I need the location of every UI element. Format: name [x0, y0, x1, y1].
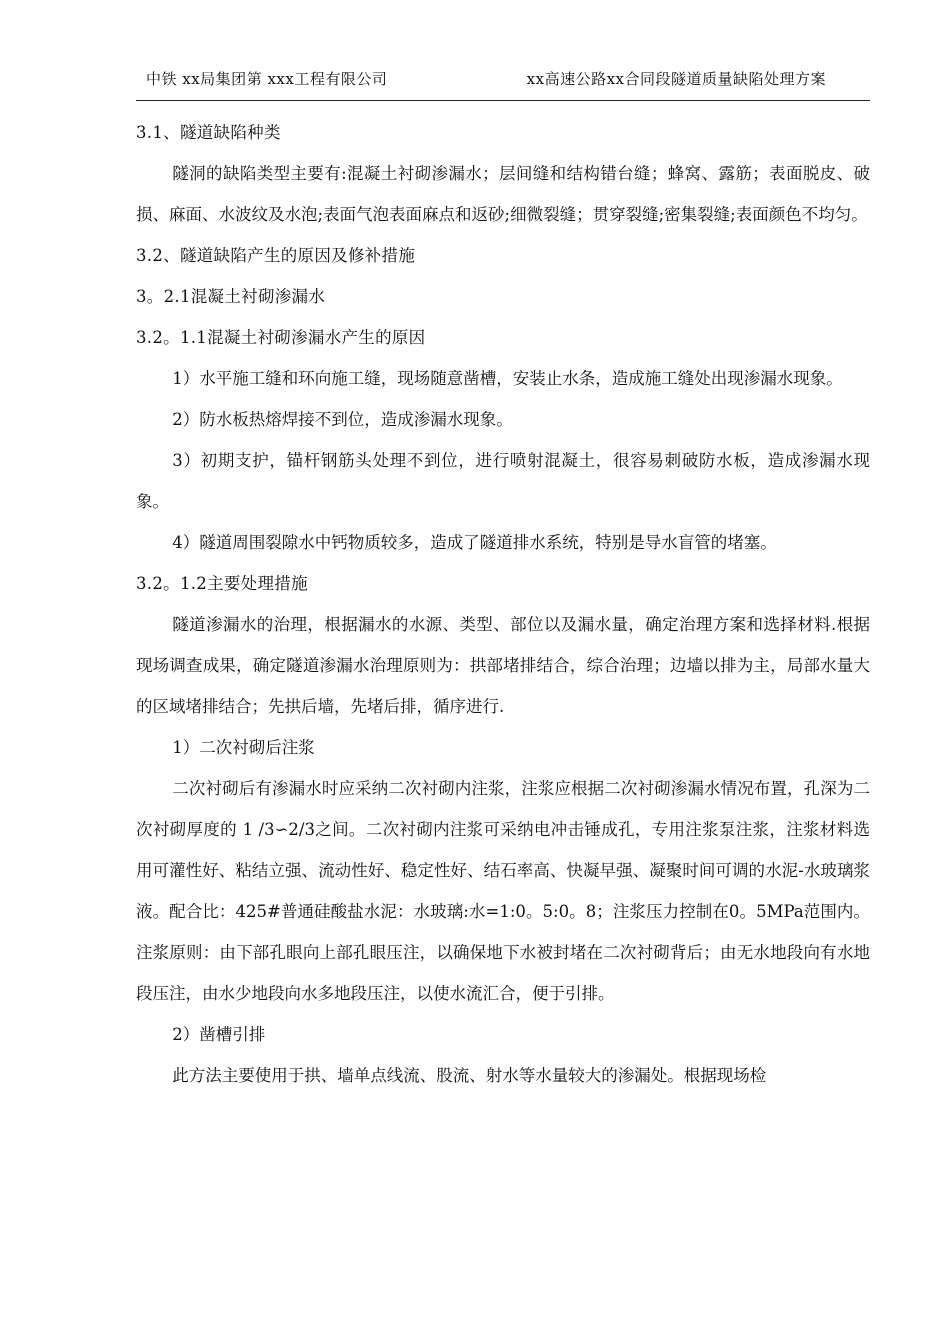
cause-item-3: 3）初期支护，锚杆钢筋头处理不到位，进行喷射混凝土，很容易刺破防水板，造成渗漏水现象。 — [136, 451, 870, 511]
measure-1-text: 二次衬砌后有渗漏水时应采纳二次衬砌内注浆，注浆应根据二次衬砌渗漏水情况布置，孔深为二次衬砌厚度的 1 /3∽2/3之间。二次衬砌内注浆可采纳电冲击锤成孔，专用注浆泵注浆，注浆材料选用可灌性好、粘结立强、流动性好、稳定性好、结石率高、快凝早强、凝聚时间可调的水泥-水玻璃浆液。配合比：425#普通硅酸盐水泥：水玻璃:水=1:0。5:0。8；注浆压力控制在0。5MPa范围内。注浆原则：由下部孔眼向上部孔眼压注，以确保地下水被封堵在二次衬砌背后；由无水地段向有水地段压注，由水少地段向水多地段压注，以使水流汇合，便于引排。 — [136, 779, 870, 1003]
heading-3-2-1-1: 3.2。1.1混凝土衬砌渗漏水产生的原因 — [136, 328, 426, 347]
paragraph-defect-types: 隧洞的缺陷类型主要有:混凝土衬砌渗漏水；层间缝和结构错台缝；蜂窝、露筋；表面脱皮、破损、麻面、水波纹及水泡;表面气泡表面麻点和返砂;细微裂缝；贯穿裂缝;密集裂缝;表面颜色不均匀。 — [136, 164, 870, 224]
page-header — [136, 62, 870, 101]
heading-3-2: 3.2、隧道缺陷产生的原因及修补措施 — [136, 246, 416, 265]
measure-2-title: 2）凿槽引排 — [172, 1025, 266, 1044]
cause-item-4: 4）隧道周围裂隙水中钙物质较多，造成了隧道排水系统，特别是导水盲管的堵塞。 — [172, 533, 777, 552]
heading-3-2-1-2: 3.2。1.2主要处理措施 — [136, 574, 308, 593]
measure-2-text: 此方法主要使用于拱、墙单点线流、股流、射水等水量较大的渗漏处。根据现场检 — [172, 1066, 767, 1085]
heading-3-1: 3.1、隧道缺陷种类 — [136, 123, 281, 142]
measure-1-title: 1）二次衬砌后注浆 — [172, 738, 315, 757]
paragraph-measures: 隧道渗漏水的治理，根据漏水的水源、类型、部位以及漏水量，确定治理方案和选择材料.根据现场调查成果，确定隧道渗漏水治理原则为：拱部堵排结合，综合治理；边墙以排为主，局部水量大的区域堵排结合；先拱后墙，先堵后排，循序进行. — [136, 615, 870, 716]
header-document-title: xx高速公路xx合同段隧道质量缺陷处理方案 — [526, 70, 826, 88]
document-body — [136, 112, 870, 1096]
heading-3-2-1: 3。2.1混凝土衬砌渗漏水 — [136, 287, 326, 306]
header-company: 中铁 xx局集团第 xxx工程有限公司 — [146, 70, 388, 88]
cause-item-2: 2）防水板热熔焊接不到位，造成渗漏水现象。 — [172, 410, 513, 429]
cause-item-1: 1）水平施工缝和环向施工缝，现场随意凿槽，安装止水条，造成施工缝处出现渗漏水现象。 — [172, 369, 843, 388]
